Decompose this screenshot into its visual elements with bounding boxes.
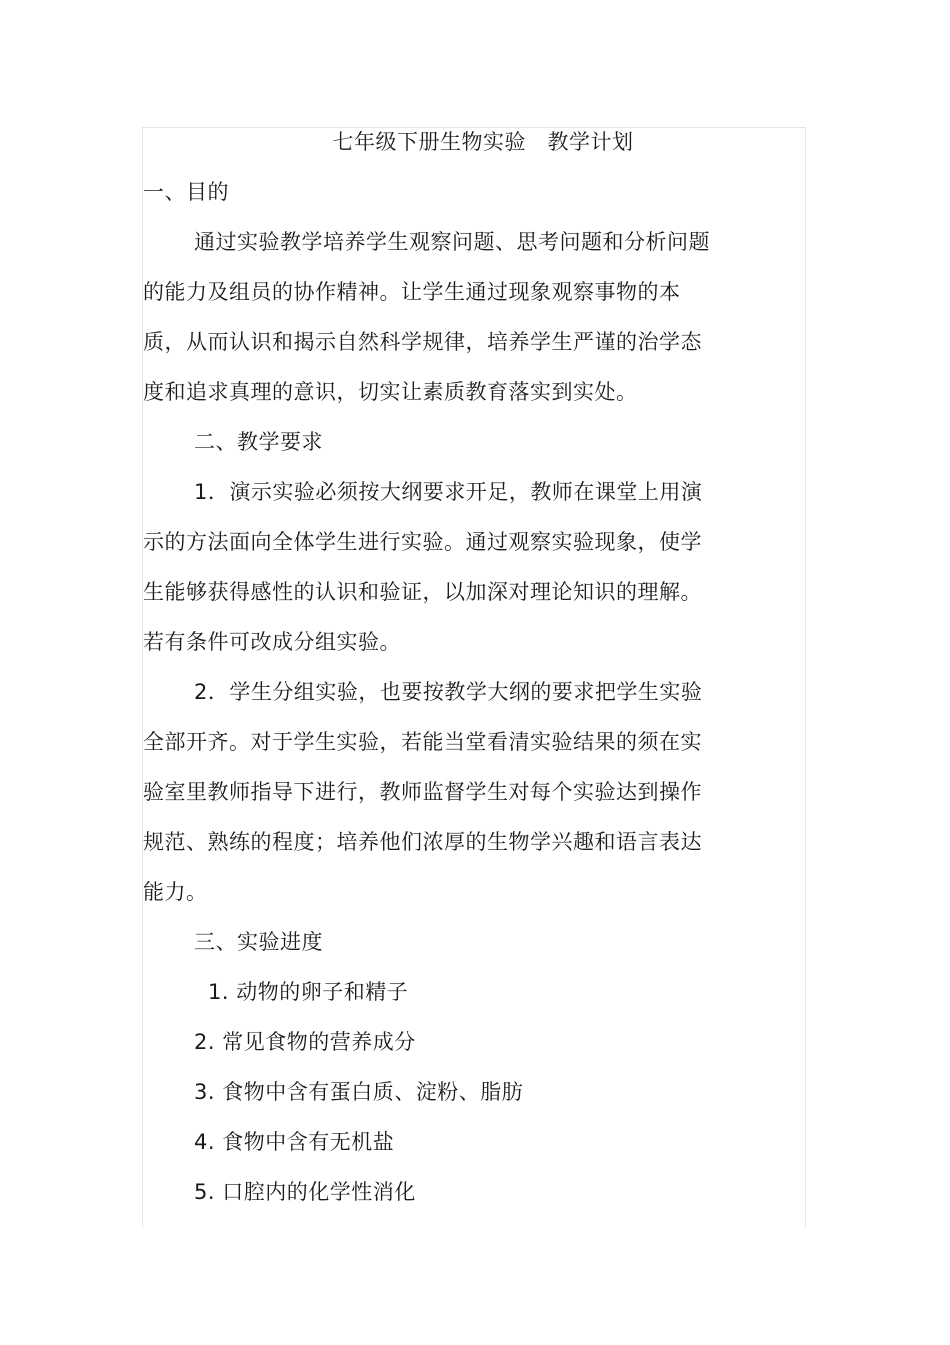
section-heading-purpose: 一、目的	[143, 180, 229, 204]
schedule-item: 2. 常见食物的营养成分	[194, 1030, 416, 1054]
section-heading-requirements: 二、教学要求	[194, 430, 323, 454]
paragraph-line: 全部开齐。对于学生实验，若能当堂看清实验结果的须在实	[143, 730, 702, 754]
paragraph-line: 验室里教师指导下进行，教师监督学生对每个实验达到操作	[143, 780, 702, 804]
paragraph-line: 规范、熟练的程度；培养他们浓厚的生物学兴趣和语言表达	[143, 830, 702, 854]
paragraph-line: 生能够获得感性的认识和验证，以加深对理论知识的理解。	[143, 580, 702, 604]
paragraph-line: 1．演示实验必须按大纲要求开足，教师在课堂上用演	[194, 480, 703, 504]
paragraph-line: 通过实验教学培养学生观察问题、思考问题和分析问题	[194, 230, 710, 254]
paragraph-line: 度和追求真理的意识，切实让素质教育落实到实处。	[143, 380, 638, 404]
schedule-item: 3. 食物中含有蛋白质、淀粉、脂肪	[194, 1080, 524, 1104]
schedule-item: 1. 动物的卵子和精子	[208, 980, 409, 1004]
document-title: 七年级下册生物实验 教学计划	[332, 130, 634, 154]
schedule-item: 5. 口腔内的化学性消化	[194, 1180, 416, 1204]
paragraph-line: 示的方法面向全体学生进行实验。通过观察实验现象，使学	[143, 530, 702, 554]
schedule-item: 4. 食物中含有无机盐	[194, 1130, 395, 1154]
paragraph-line: 若有条件可改成分组实验。	[143, 630, 401, 654]
paragraph-line: 能力。	[143, 880, 208, 904]
paragraph-line: 2．学生分组实验，也要按教学大纲的要求把学生实验	[194, 680, 703, 704]
paragraph-line: 质，从而认识和揭示自然科学规律，培养学生严谨的治学态	[143, 330, 702, 354]
paragraph-line: 的能力及组员的协作精神。让学生通过现象观察事物的本	[143, 280, 681, 304]
section-heading-schedule: 三、实验进度	[194, 930, 323, 954]
